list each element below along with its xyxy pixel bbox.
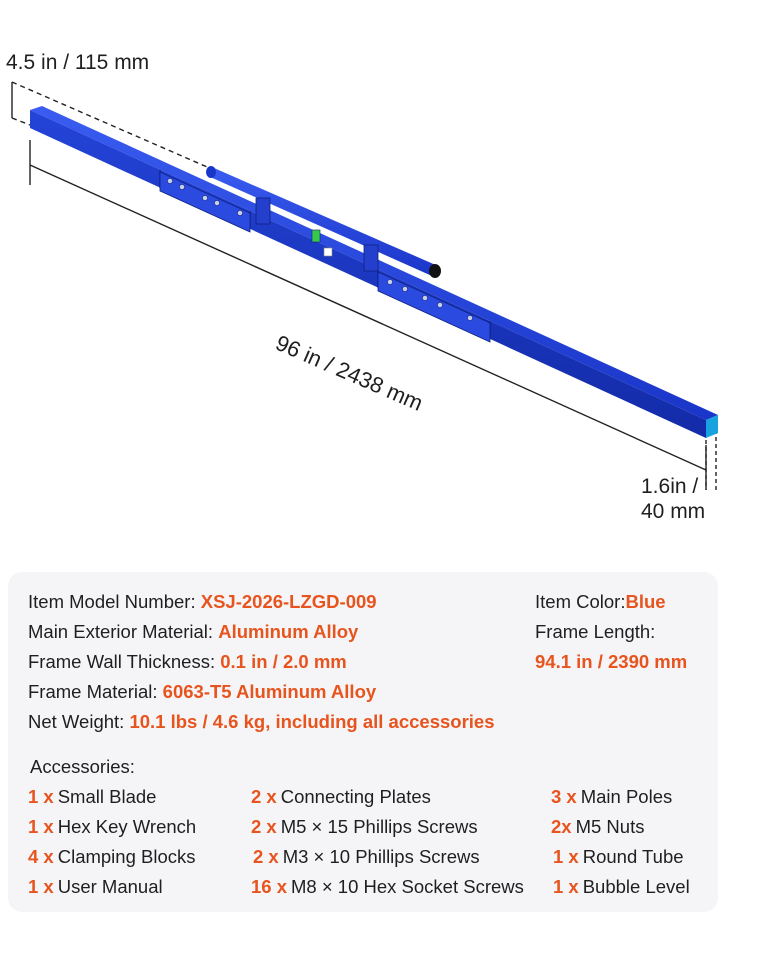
accessory-item [28,816,196,838]
accessory-qty: 1 x [553,846,579,867]
accessory-item [251,876,524,898]
spec-frame-material-value: 6063-T5 Aluminum Alloy [162,681,377,702]
spec-color-label: Item Color: [535,591,626,612]
accessory-item [28,846,196,868]
length-dimension-lines [30,140,706,490]
accessory-qty: 2 x [253,846,279,867]
accessory-name: User Manual [57,876,163,897]
spec-material-value: Aluminum Alloy [218,621,359,642]
spec-frame-length-label-text: Frame Length: [535,621,656,642]
spec-weight-label: Net Weight: [28,711,125,732]
accessory-qty: 16 x [251,876,288,897]
accessory-name: Connecting Plates [280,786,431,807]
accessory-qty: 3 x [551,786,577,807]
accessory-item [551,786,672,808]
length-dimension-label: 96 in / 2438 mm [272,330,427,416]
spec-card [8,572,718,912]
accessory-name: M5 × 15 Phillips Screws [280,816,478,837]
accessory-item [553,846,684,868]
accessory-item [253,846,480,868]
spec-weight-value: 10.1 lbs / 4.6 kg, including all accessories [129,711,495,732]
accessory-qty: 1 x [28,786,54,807]
spec-wall-label: Frame Wall Thickness: [28,651,216,672]
width-dimension-label [641,474,705,524]
spec-weight [28,711,495,733]
accessory-item [551,816,644,838]
accessory-name: Small Blade [57,786,157,807]
accessory-qty: 1 x [28,876,54,897]
width-dimension-line2: 40 mm [641,500,706,524]
accessories-title [30,756,135,778]
accessory-item [251,786,431,808]
accessory-item [553,876,690,898]
accessory-name: M5 Nuts [575,816,645,837]
accessory-qty: 2 x [251,786,277,807]
width-dimension-lines [706,430,716,490]
accessories-title-text: Accessories: [30,756,135,777]
accessory-qty: 1 x [28,816,54,837]
spec-model-value: XSJ-2026-LZGD-009 [200,591,377,612]
spec-color [535,591,666,613]
spec-model-label: Item Model Number: [28,591,196,612]
spec-color-value: Blue [625,591,666,612]
accessory-qty: 2 x [251,816,277,837]
spec-frame-material-label: Frame Material: [28,681,158,702]
spec-frame-length-value [535,651,687,673]
accessory-item [28,786,156,808]
spec-frame-length-label [535,621,655,643]
spec-frame-length-value-text: 94.1 in / 2390 mm [535,651,688,672]
spec-frame-material [28,681,376,703]
accessory-qty: 2x [551,816,572,837]
height-dimension-label: 4.5 in / 115 mm [6,51,150,74]
spec-wall-value: 0.1 in / 2.0 mm [220,651,347,672]
accessory-name: M3 × 10 Phillips Screws [282,846,480,867]
accessory-item [28,876,163,898]
accessory-qty: 1 x [553,876,579,897]
accessory-name: Round Tube [582,846,684,867]
accessory-name: Main Poles [580,786,673,807]
width-dimension-line1: 1.6in / [641,475,699,498]
spec-wall [28,651,347,673]
accessory-name: Clamping Blocks [57,846,196,867]
accessory-name: M8 × 10 Hex Socket Screws [291,876,524,897]
accessory-qty: 4 x [28,846,54,867]
spec-model [28,591,377,613]
accessory-name: Bubble Level [582,876,690,897]
accessory-name: Hex Key Wrench [57,816,197,837]
spec-material [28,621,358,643]
spec-material-label: Main Exterior Material: [28,621,214,642]
accessory-item [251,816,478,838]
